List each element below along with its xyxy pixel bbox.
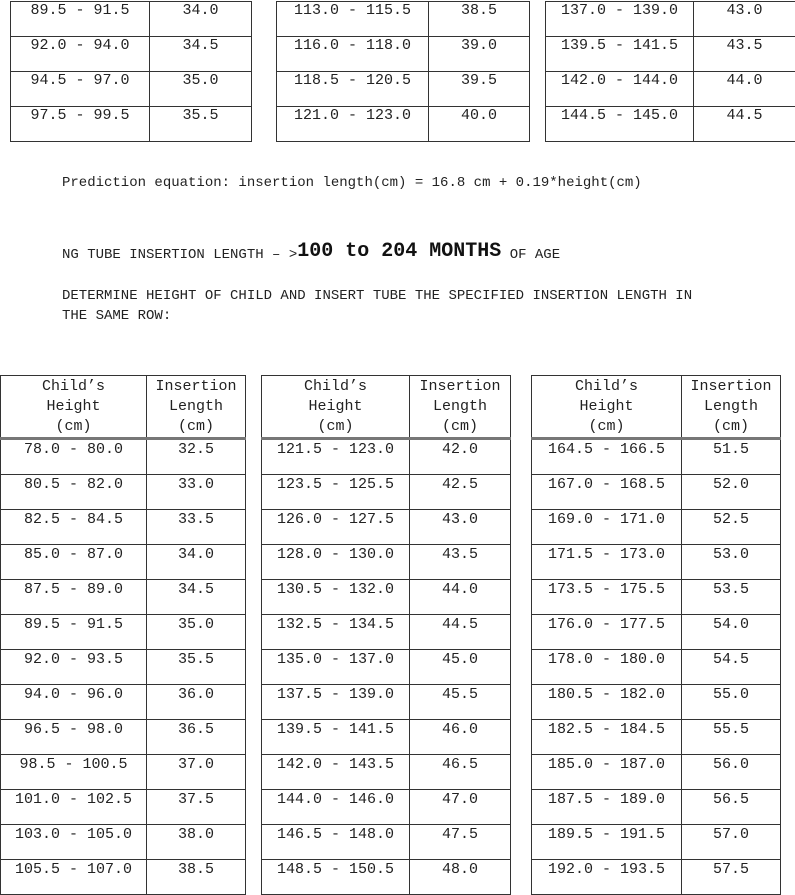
insertion-length-cell: 48.0 <box>410 860 511 895</box>
insertion-length-cell: 33.5 <box>147 510 246 545</box>
insertion-length-cell: 44.0 <box>694 72 795 107</box>
height-range-cell: 128.0 - 130.0 <box>262 545 410 580</box>
height-range-cell: 123.5 - 125.5 <box>262 475 410 510</box>
table-row <box>532 755 781 790</box>
table-row <box>532 720 781 755</box>
table-row <box>1 650 246 685</box>
top-table-1 <box>10 1 252 142</box>
height-range-cell: 144.5 - 145.0 <box>546 107 694 142</box>
insertion-length-cell: 33.0 <box>147 475 246 510</box>
insertion-length-cell: 39.0 <box>429 37 530 72</box>
table-row <box>11 2 252 37</box>
height-range-cell: 173.5 - 175.5 <box>532 580 682 615</box>
insertion-length-cell: 47.0 <box>410 790 511 825</box>
height-range-cell: 89.5 - 91.5 <box>1 615 147 650</box>
top-table-2-body <box>277 2 530 142</box>
height-range-cell: 189.5 - 191.5 <box>532 825 682 860</box>
height-range-cell: 137.5 - 139.0 <box>262 685 410 720</box>
bottom-table-2 <box>261 375 511 895</box>
insertion-length-cell: 43.0 <box>694 2 795 37</box>
table-row <box>532 825 781 860</box>
table-row <box>532 580 781 615</box>
header-height: Child’s Height (cm) <box>1 376 147 439</box>
height-range-cell: 164.5 - 166.5 <box>532 439 682 475</box>
insertion-length-cell: 42.5 <box>410 475 511 510</box>
insertion-length-cell: 54.5 <box>682 650 781 685</box>
table-row <box>532 790 781 825</box>
insertion-length-cell: 43.5 <box>410 545 511 580</box>
insertion-length-cell: 36.0 <box>147 685 246 720</box>
table-row <box>532 510 781 545</box>
table-row <box>1 860 246 895</box>
height-range-cell: 139.5 - 141.5 <box>546 37 694 72</box>
table-row <box>11 72 252 107</box>
height-range-cell: 92.0 - 93.5 <box>1 650 147 685</box>
insertion-length-cell: 38.0 <box>147 825 246 860</box>
table-row <box>532 685 781 720</box>
table-row <box>1 439 246 475</box>
table-row <box>262 685 511 720</box>
header-height: Child’s Height (cm) <box>532 376 682 439</box>
height-range-cell: 89.5 - 91.5 <box>11 2 150 37</box>
height-range-cell: 85.0 - 87.0 <box>1 545 147 580</box>
bottom-table-1-body <box>1 439 246 895</box>
table-row <box>262 860 511 895</box>
table-row <box>1 475 246 510</box>
height-range-cell: 94.5 - 97.0 <box>11 72 150 107</box>
height-range-cell: 180.5 - 182.0 <box>532 685 682 720</box>
table-row <box>262 720 511 755</box>
height-range-cell: 94.0 - 96.0 <box>1 685 147 720</box>
height-range-cell: 146.5 - 148.0 <box>262 825 410 860</box>
top-table-3-body <box>546 2 795 142</box>
height-range-cell: 139.5 - 141.5 <box>262 720 410 755</box>
table-row <box>262 475 511 510</box>
bottom-table-1 <box>0 375 246 895</box>
insertion-length-cell: 53.5 <box>682 580 781 615</box>
header-height: Child’s Height (cm) <box>262 376 410 439</box>
insertion-length-cell: 34.0 <box>150 2 252 37</box>
top-table-1-body <box>11 2 252 142</box>
table-row <box>546 107 795 142</box>
table-row <box>262 615 511 650</box>
height-range-cell: 185.0 - 187.0 <box>532 755 682 790</box>
insertion-length-cell: 35.5 <box>150 107 252 142</box>
table-row <box>1 510 246 545</box>
header-length: Insertion Length (cm) <box>410 376 511 439</box>
table-row <box>277 2 530 37</box>
height-range-cell: 126.0 - 127.5 <box>262 510 410 545</box>
insertion-length-cell: 43.5 <box>694 37 795 72</box>
table-row <box>262 545 511 580</box>
insertion-length-cell: 56.5 <box>682 790 781 825</box>
height-range-cell: 148.5 - 150.5 <box>262 860 410 895</box>
height-range-cell: 118.5 - 120.5 <box>277 72 429 107</box>
table-row <box>1 720 246 755</box>
insertion-length-cell: 44.5 <box>410 615 511 650</box>
height-range-cell: 101.0 - 102.5 <box>1 790 147 825</box>
table-row <box>262 510 511 545</box>
section-heading <box>62 241 560 271</box>
bottom-table-3 <box>531 375 781 895</box>
height-range-cell: 132.5 - 134.5 <box>262 615 410 650</box>
table-row <box>262 755 511 790</box>
header-length: Insertion Length (cm) <box>682 376 781 439</box>
height-range-cell: 178.0 - 180.0 <box>532 650 682 685</box>
section-heading-age-range: 100 to 204 MONTHS <box>297 240 501 263</box>
insertion-length-cell: 37.0 <box>147 755 246 790</box>
insertion-length-cell: 38.5 <box>147 860 246 895</box>
table-row <box>1 615 246 650</box>
table-row <box>532 615 781 650</box>
table-row <box>546 72 795 107</box>
table-row <box>546 2 795 37</box>
insertion-length-cell: 46.5 <box>410 755 511 790</box>
table-row <box>277 72 530 107</box>
table-row <box>1 755 246 790</box>
insertion-length-cell: 57.0 <box>682 825 781 860</box>
height-range-cell: 80.5 - 82.0 <box>1 475 147 510</box>
height-range-cell: 192.0 - 193.5 <box>532 860 682 895</box>
insertion-length-cell: 47.5 <box>410 825 511 860</box>
insertion-length-cell: 57.5 <box>682 860 781 895</box>
table-row <box>262 650 511 685</box>
height-range-cell: 105.5 - 107.0 <box>1 860 147 895</box>
section-heading-suffix: OF AGE <box>510 247 560 263</box>
insertion-length-cell: 55.0 <box>682 685 781 720</box>
table-row <box>532 439 781 475</box>
insertion-length-cell: 43.0 <box>410 510 511 545</box>
table-row <box>262 790 511 825</box>
insertion-length-cell: 56.0 <box>682 755 781 790</box>
height-range-cell: 171.5 - 173.0 <box>532 545 682 580</box>
table-row <box>262 825 511 860</box>
height-range-cell: 82.5 - 84.5 <box>1 510 147 545</box>
bottom-table-3-body <box>532 439 781 895</box>
instructions-text: DETERMINE HEIGHT OF CHILD AND INSERT TUBE THE SPECIFIED INSERTION LENGTH IN THE SAME ROW: <box>62 286 702 326</box>
bottom-table-1-header <box>1 376 246 439</box>
height-range-cell: 87.5 - 89.0 <box>1 580 147 615</box>
height-range-cell: 121.5 - 123.0 <box>262 439 410 475</box>
insertion-length-cell: 53.0 <box>682 545 781 580</box>
height-range-cell: 96.5 - 98.0 <box>1 720 147 755</box>
height-range-cell: 98.5 - 100.5 <box>1 755 147 790</box>
insertion-length-cell: 36.5 <box>147 720 246 755</box>
height-range-cell: 137.0 - 139.0 <box>546 2 694 37</box>
insertion-length-cell: 39.5 <box>429 72 530 107</box>
table-row <box>532 860 781 895</box>
height-range-cell: 187.5 - 189.0 <box>532 790 682 825</box>
insertion-length-cell: 55.5 <box>682 720 781 755</box>
height-range-cell: 92.0 - 94.0 <box>11 37 150 72</box>
section-heading-label: NG TUBE INSERTION LENGTH – > <box>62 247 297 263</box>
table-row <box>277 107 530 142</box>
height-range-cell: 144.0 - 146.0 <box>262 790 410 825</box>
insertion-length-cell: 34.0 <box>147 545 246 580</box>
table-row <box>262 580 511 615</box>
height-range-cell: 97.5 - 99.5 <box>11 107 150 142</box>
height-range-cell: 182.5 - 184.5 <box>532 720 682 755</box>
insertion-length-cell: 52.5 <box>682 510 781 545</box>
table-row <box>546 37 795 72</box>
height-range-cell: 116.0 - 118.0 <box>277 37 429 72</box>
insertion-length-cell: 44.5 <box>694 107 795 142</box>
height-range-cell: 103.0 - 105.0 <box>1 825 147 860</box>
insertion-length-cell: 37.5 <box>147 790 246 825</box>
insertion-length-cell: 45.0 <box>410 650 511 685</box>
insertion-length-cell: 34.5 <box>147 580 246 615</box>
insertion-length-cell: 40.0 <box>429 107 530 142</box>
height-range-cell: 142.0 - 143.5 <box>262 755 410 790</box>
height-range-cell: 176.0 - 177.5 <box>532 615 682 650</box>
insertion-length-cell: 52.0 <box>682 475 781 510</box>
insertion-length-cell: 34.5 <box>150 37 252 72</box>
insertion-length-cell: 44.0 <box>410 580 511 615</box>
insertion-length-cell: 51.5 <box>682 439 781 475</box>
height-range-cell: 142.0 - 144.0 <box>546 72 694 107</box>
height-range-cell: 169.0 - 171.0 <box>532 510 682 545</box>
insertion-length-cell: 45.5 <box>410 685 511 720</box>
insertion-length-cell: 35.0 <box>147 615 246 650</box>
table-row <box>1 825 246 860</box>
height-range-cell: 78.0 - 80.0 <box>1 439 147 475</box>
table-row <box>277 37 530 72</box>
top-table-3 <box>545 1 795 142</box>
insertion-length-cell: 35.5 <box>147 650 246 685</box>
height-range-cell: 167.0 - 168.5 <box>532 475 682 510</box>
insertion-length-cell: 35.0 <box>150 72 252 107</box>
insertion-length-cell: 42.0 <box>410 439 511 475</box>
bottom-table-2-body <box>262 439 511 895</box>
height-range-cell: 113.0 - 115.5 <box>277 2 429 37</box>
bottom-table-3-header <box>532 376 781 439</box>
table-row <box>1 790 246 825</box>
table-row <box>11 107 252 142</box>
table-row <box>1 580 246 615</box>
table-row <box>532 650 781 685</box>
prediction-equation: Prediction equation: insertion length(cm) = 16.8 cm + 0.19*height(cm) <box>62 173 642 194</box>
insertion-length-cell: 46.0 <box>410 720 511 755</box>
height-range-cell: 121.0 - 123.0 <box>277 107 429 142</box>
table-row <box>11 37 252 72</box>
height-range-cell: 130.5 - 132.0 <box>262 580 410 615</box>
table-row <box>532 545 781 580</box>
insertion-length-cell: 38.5 <box>429 2 530 37</box>
table-row <box>1 545 246 580</box>
insertion-length-cell: 32.5 <box>147 439 246 475</box>
table-row <box>262 439 511 475</box>
height-range-cell: 135.0 - 137.0 <box>262 650 410 685</box>
table-row <box>532 475 781 510</box>
bottom-table-2-header <box>262 376 511 439</box>
top-table-2 <box>276 1 530 142</box>
header-length: Insertion Length (cm) <box>147 376 246 439</box>
insertion-length-cell: 54.0 <box>682 615 781 650</box>
table-row <box>1 685 246 720</box>
